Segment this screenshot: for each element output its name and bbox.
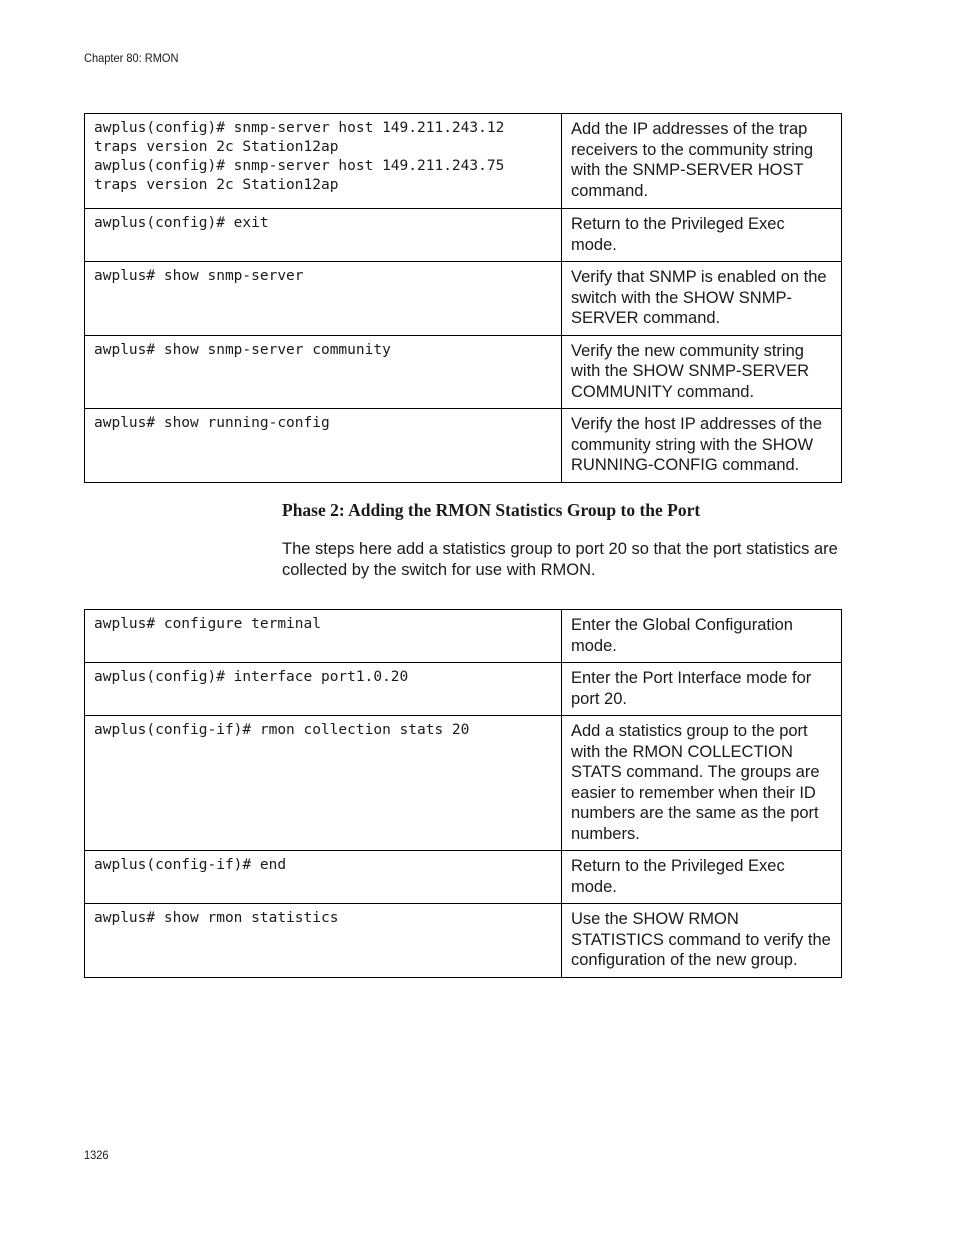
description-cell: Enter the Global Configuration mode. <box>562 610 842 663</box>
command-cell: awplus(config)# interface port1.0.20 <box>85 663 562 716</box>
command-cell: awplus# configure terminal <box>85 610 562 663</box>
command-cell: awplus# show rmon statistics <box>85 904 562 978</box>
table-row <box>85 610 842 663</box>
command-cell: awplus# show snmp-server community <box>85 335 562 409</box>
snmp-command-table <box>84 113 842 483</box>
page-number: 1326 <box>84 1148 109 1162</box>
command-cell: awplus# show running-config <box>85 409 562 483</box>
table-row <box>85 409 842 483</box>
command-cell: awplus(config-if)# rmon collection stats 20 <box>85 716 562 851</box>
command-cell: awplus# show snmp-server <box>85 262 562 336</box>
table-row <box>85 262 842 336</box>
table-row <box>85 209 842 262</box>
description-cell: Enter the Port Interface mode for port 20. <box>562 663 842 716</box>
command-cell: awplus(config)# exit <box>85 209 562 262</box>
table-row <box>85 663 842 716</box>
table-row <box>85 114 842 209</box>
table-row <box>85 335 842 409</box>
intro-paragraph: The steps here add a statistics group to port 20 so that the port statistics are collected by the switch for use with RMON. <box>282 540 838 579</box>
description-cell: Verify the new community string with the SHOW SNMP-SERVER COMMUNITY command. <box>562 335 842 409</box>
table-row <box>85 716 842 851</box>
description-cell: Verify that SNMP is enabled on the switch with the SHOW SNMP-SERVER command. <box>562 262 842 336</box>
command-cell: awplus(config)# snmp-server host 149.211.243.12 traps version 2c Station12ap awplus(config)# snmp-server host 149.211.243.75 traps version 2c Station12ap <box>85 114 562 209</box>
table-row <box>85 904 842 978</box>
description-cell: Return to the Privileged Exec mode. <box>562 851 842 904</box>
table-row <box>85 851 842 904</box>
rmon-command-table <box>84 609 842 978</box>
section-heading: Phase 2: Adding the RMON Statistics Group to the Port <box>282 500 701 520</box>
description-cell: Use the SHOW RMON STATISTICS command to verify the configuration of the new group. <box>562 904 842 978</box>
command-cell: awplus(config-if)# end <box>85 851 562 904</box>
description-cell: Add the IP addresses of the trap receivers to the community string with the SNMP-SERVER HOST command. <box>562 114 842 209</box>
running-header: Chapter 80: RMON <box>84 51 179 65</box>
description-cell: Verify the host IP addresses of the community string with the SHOW RUNNING-CONFIG command. <box>562 409 842 483</box>
description-cell: Return to the Privileged Exec mode. <box>562 209 842 262</box>
description-cell: Add a statistics group to the port with the RMON COLLECTION STATS command. The groups are easier to remember when their ID numbers are the same as the port numbers. <box>562 716 842 851</box>
